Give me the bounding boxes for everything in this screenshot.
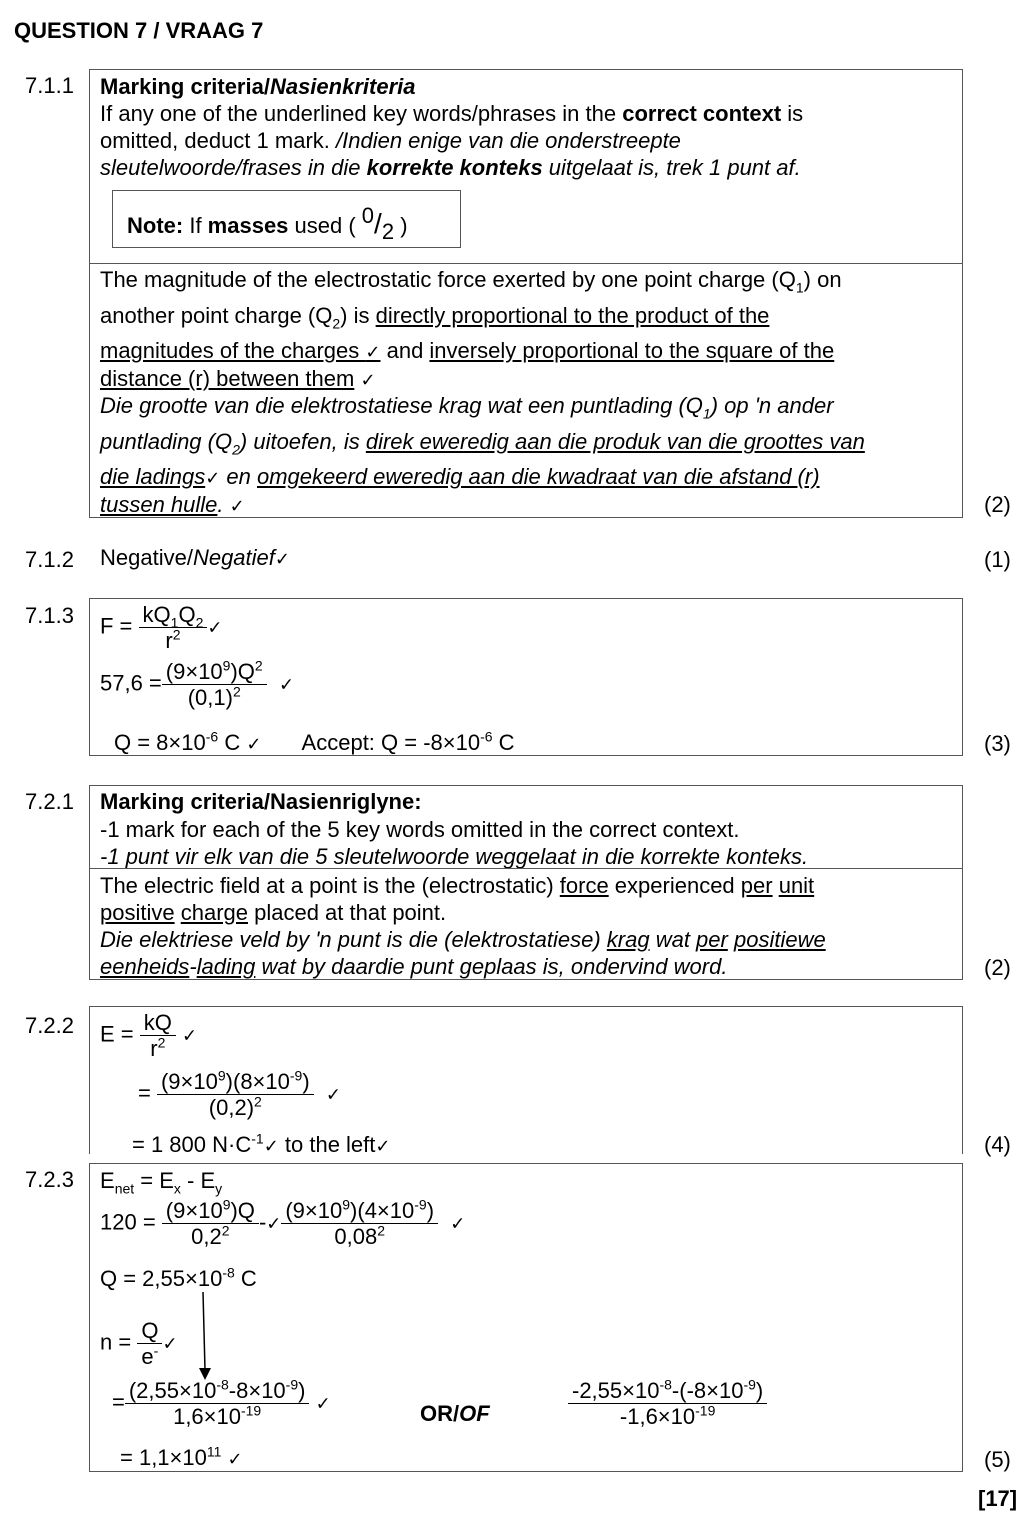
total-marks: [17] xyxy=(978,1486,1018,1511)
marks-7-2-2: (4) xyxy=(984,1132,1011,1157)
definition-en-line-1: The electric field at a point is the (electrostatic) force experienced per unit xyxy=(100,873,815,898)
or-separator: OR/OF xyxy=(420,1401,490,1426)
definition-af-line-2: eenheids-lading wat by daardie punt geplaas is, ondervind word. xyxy=(100,954,728,979)
definition-af-line-4: tussen hulle. ✓ xyxy=(100,492,245,517)
question-number-7-1-1: 7.1.1 xyxy=(25,73,74,98)
answer-box-7-2-2 xyxy=(89,1006,963,1157)
check-mark-icon: ✓ xyxy=(365,342,381,363)
check-mark-icon: ✓ xyxy=(278,674,295,696)
field-formula: E = $\frac{kQ}{r^2}$ ✓ xyxy=(100,1010,198,1062)
definition-en-line-2: another point charge $(Q_2)$ is directly proportional to the product of the xyxy=(100,303,770,332)
definition-en-line-4: distance (r) between them ✓ xyxy=(100,366,376,391)
marks-7-2-1: (2) xyxy=(984,955,1011,980)
check-mark-icon: ✓ xyxy=(207,617,223,639)
answer-box-7-1-1 xyxy=(89,69,963,518)
answer-box-7-2-1 xyxy=(89,785,963,980)
answer-box-7-1-3 xyxy=(89,598,963,756)
question-number-7-2-3: 7.2.3 xyxy=(25,1167,74,1192)
substitution: 120 = $\frac{(9\times 10^9)Q}{0,2^2}$ -✓ $\frac{(9\times 10^9)(4\times 10^{-9})}{0,08^2}$ ✓ xyxy=(100,1196,466,1250)
marking-criteria-heading: Marking criteria/Nasienkriteria xyxy=(100,74,416,99)
check-mark-icon: ✓ xyxy=(360,370,376,391)
question-number-7-2-2: 7.2.2 xyxy=(25,1013,74,1038)
marks-7-1-1: (2) xyxy=(984,492,1011,517)
number-of-electrons-formula: n = $\frac{Q}{e^-}$ ✓ xyxy=(100,1318,178,1370)
marks-7-1-3: (3) xyxy=(984,731,1011,756)
marks-7-2-3: (5) xyxy=(984,1447,1011,1472)
definition-en-line-1: The magnitude of the electrostatic force exerted by one point charge $(Q_1)$ on xyxy=(100,267,842,296)
criteria-line-2: -1 punt vir elk van die 5 sleutelwoorde weggelaat in die korrekte konteks. xyxy=(100,844,809,869)
check-mark-icon: ✓ xyxy=(315,1393,331,1415)
criteria-line-3: sleutelwoorde/frases in die korrekte konteks uitgelaat is, trek 1 punt af. xyxy=(100,155,801,180)
down-arrow-icon xyxy=(196,1292,212,1382)
criteria-line-2: omitted, deduct 1 mark. /Indien enige van die onderstreepte xyxy=(100,128,681,153)
alternative-substitution: $\frac{-2,55\times 10^{-8}-(-8\times 10^{-9})}{-1,6\times 10^{-19}}$ xyxy=(568,1378,767,1430)
page-title: QUESTION 7 / VRAAG 7 xyxy=(14,18,264,43)
marking-criteria-heading: Marking criteria/Nasienriglyne: xyxy=(100,789,422,814)
question-number-7-2-1: 7.2.1 xyxy=(25,789,74,814)
check-mark-icon: ✓ xyxy=(263,1136,279,1157)
definition-af-line-1: Die grootte van die elektrostatiese krag wat een puntlading $(Q_1)$ op 'n ander xyxy=(100,393,834,422)
definition-en-line-3: magnitudes of the charges ✓ and inversely proportional to the square of the xyxy=(100,338,835,363)
criteria-line-1: -1 mark for each of the 5 key words omitted in the correct context. xyxy=(100,817,740,842)
criteria-line-1: If any one of the underlined key words/phrases in the correct context is xyxy=(100,101,804,126)
substitution: 57,6 = $\frac{(9\times 10^9)Q^2}{(0,1)^2}$ ✓ xyxy=(100,657,295,711)
net-field-equation: $E_{net} = E_x - E_y$ xyxy=(100,1168,223,1197)
substitution-electrons: = $\frac{(2,55\times 10^{-8}-8\times 10^{-9})}{1,6\times 10^{-19}}$ ✓ xyxy=(112,1376,331,1430)
definition-en-line-2: positive charge placed at that point. xyxy=(100,900,447,925)
result-7-2-2: = 1 800 $N\cdot C^{-1}✓$ to the left✓ xyxy=(132,1130,391,1157)
note-box xyxy=(112,190,461,248)
check-mark-icon: ✓ xyxy=(375,1136,391,1157)
check-mark-icon: ✓ xyxy=(162,1333,178,1355)
charge-result: $Q = 2,55\times 10^{-8}$ C xyxy=(100,1264,257,1291)
check-mark-icon: ✓ xyxy=(246,734,262,755)
definition-af-line-1: Die elektriese veld by 'n punt is die (elektrostatiese) krag wat per positiewe xyxy=(100,927,826,952)
result-7-1-3: $Q = 8\times 10^{-6}$ C ✓ Accept: $Q = -8\times 10^{-6}$ C xyxy=(114,728,515,755)
note-text: Note: If masses used ( 0/2 ) xyxy=(127,203,408,244)
check-mark-icon: ✓ xyxy=(274,549,290,570)
answer-7-1-2: Negative/Negatief✓ xyxy=(100,545,290,570)
answer-box-7-2-3 xyxy=(89,1163,963,1472)
marks-7-1-2: (1) xyxy=(984,547,1011,572)
question-number-7-1-2: 7.1.2 xyxy=(25,547,74,572)
question-number-7-1-3: 7.1.3 xyxy=(25,603,74,628)
check-mark-icon: ✓ xyxy=(182,1025,198,1047)
definition-af-line-2: puntlading $(Q_2)$ uitoefen, is direk eweredig aan die produk van die groottes van xyxy=(100,429,865,458)
check-mark-icon: ✓ xyxy=(205,468,221,489)
divider xyxy=(90,263,962,264)
substitution: = $\frac{(9\times 10^9)(8\times 10^{-9})}{(0,2)^2}$ ✓ xyxy=(138,1067,341,1121)
check-mark-icon: ✓ xyxy=(266,1213,282,1235)
check-mark-icon: ✓ xyxy=(227,1449,243,1470)
result-7-2-3: = $1,1\times 10^{11}$ ✓ xyxy=(120,1443,243,1470)
coulomb-formula: F = $\frac{kQ_1Q_2}{r^2}$ ✓ xyxy=(100,602,223,654)
check-mark-icon: ✓ xyxy=(229,496,245,517)
definition-af-line-3: die ladings✓ en omgekeerd eweredig aan die kwadraat van die afstand (r) xyxy=(100,464,820,489)
divider xyxy=(90,868,962,869)
check-mark-icon: ✓ xyxy=(325,1084,341,1106)
check-mark-icon: ✓ xyxy=(450,1213,466,1235)
